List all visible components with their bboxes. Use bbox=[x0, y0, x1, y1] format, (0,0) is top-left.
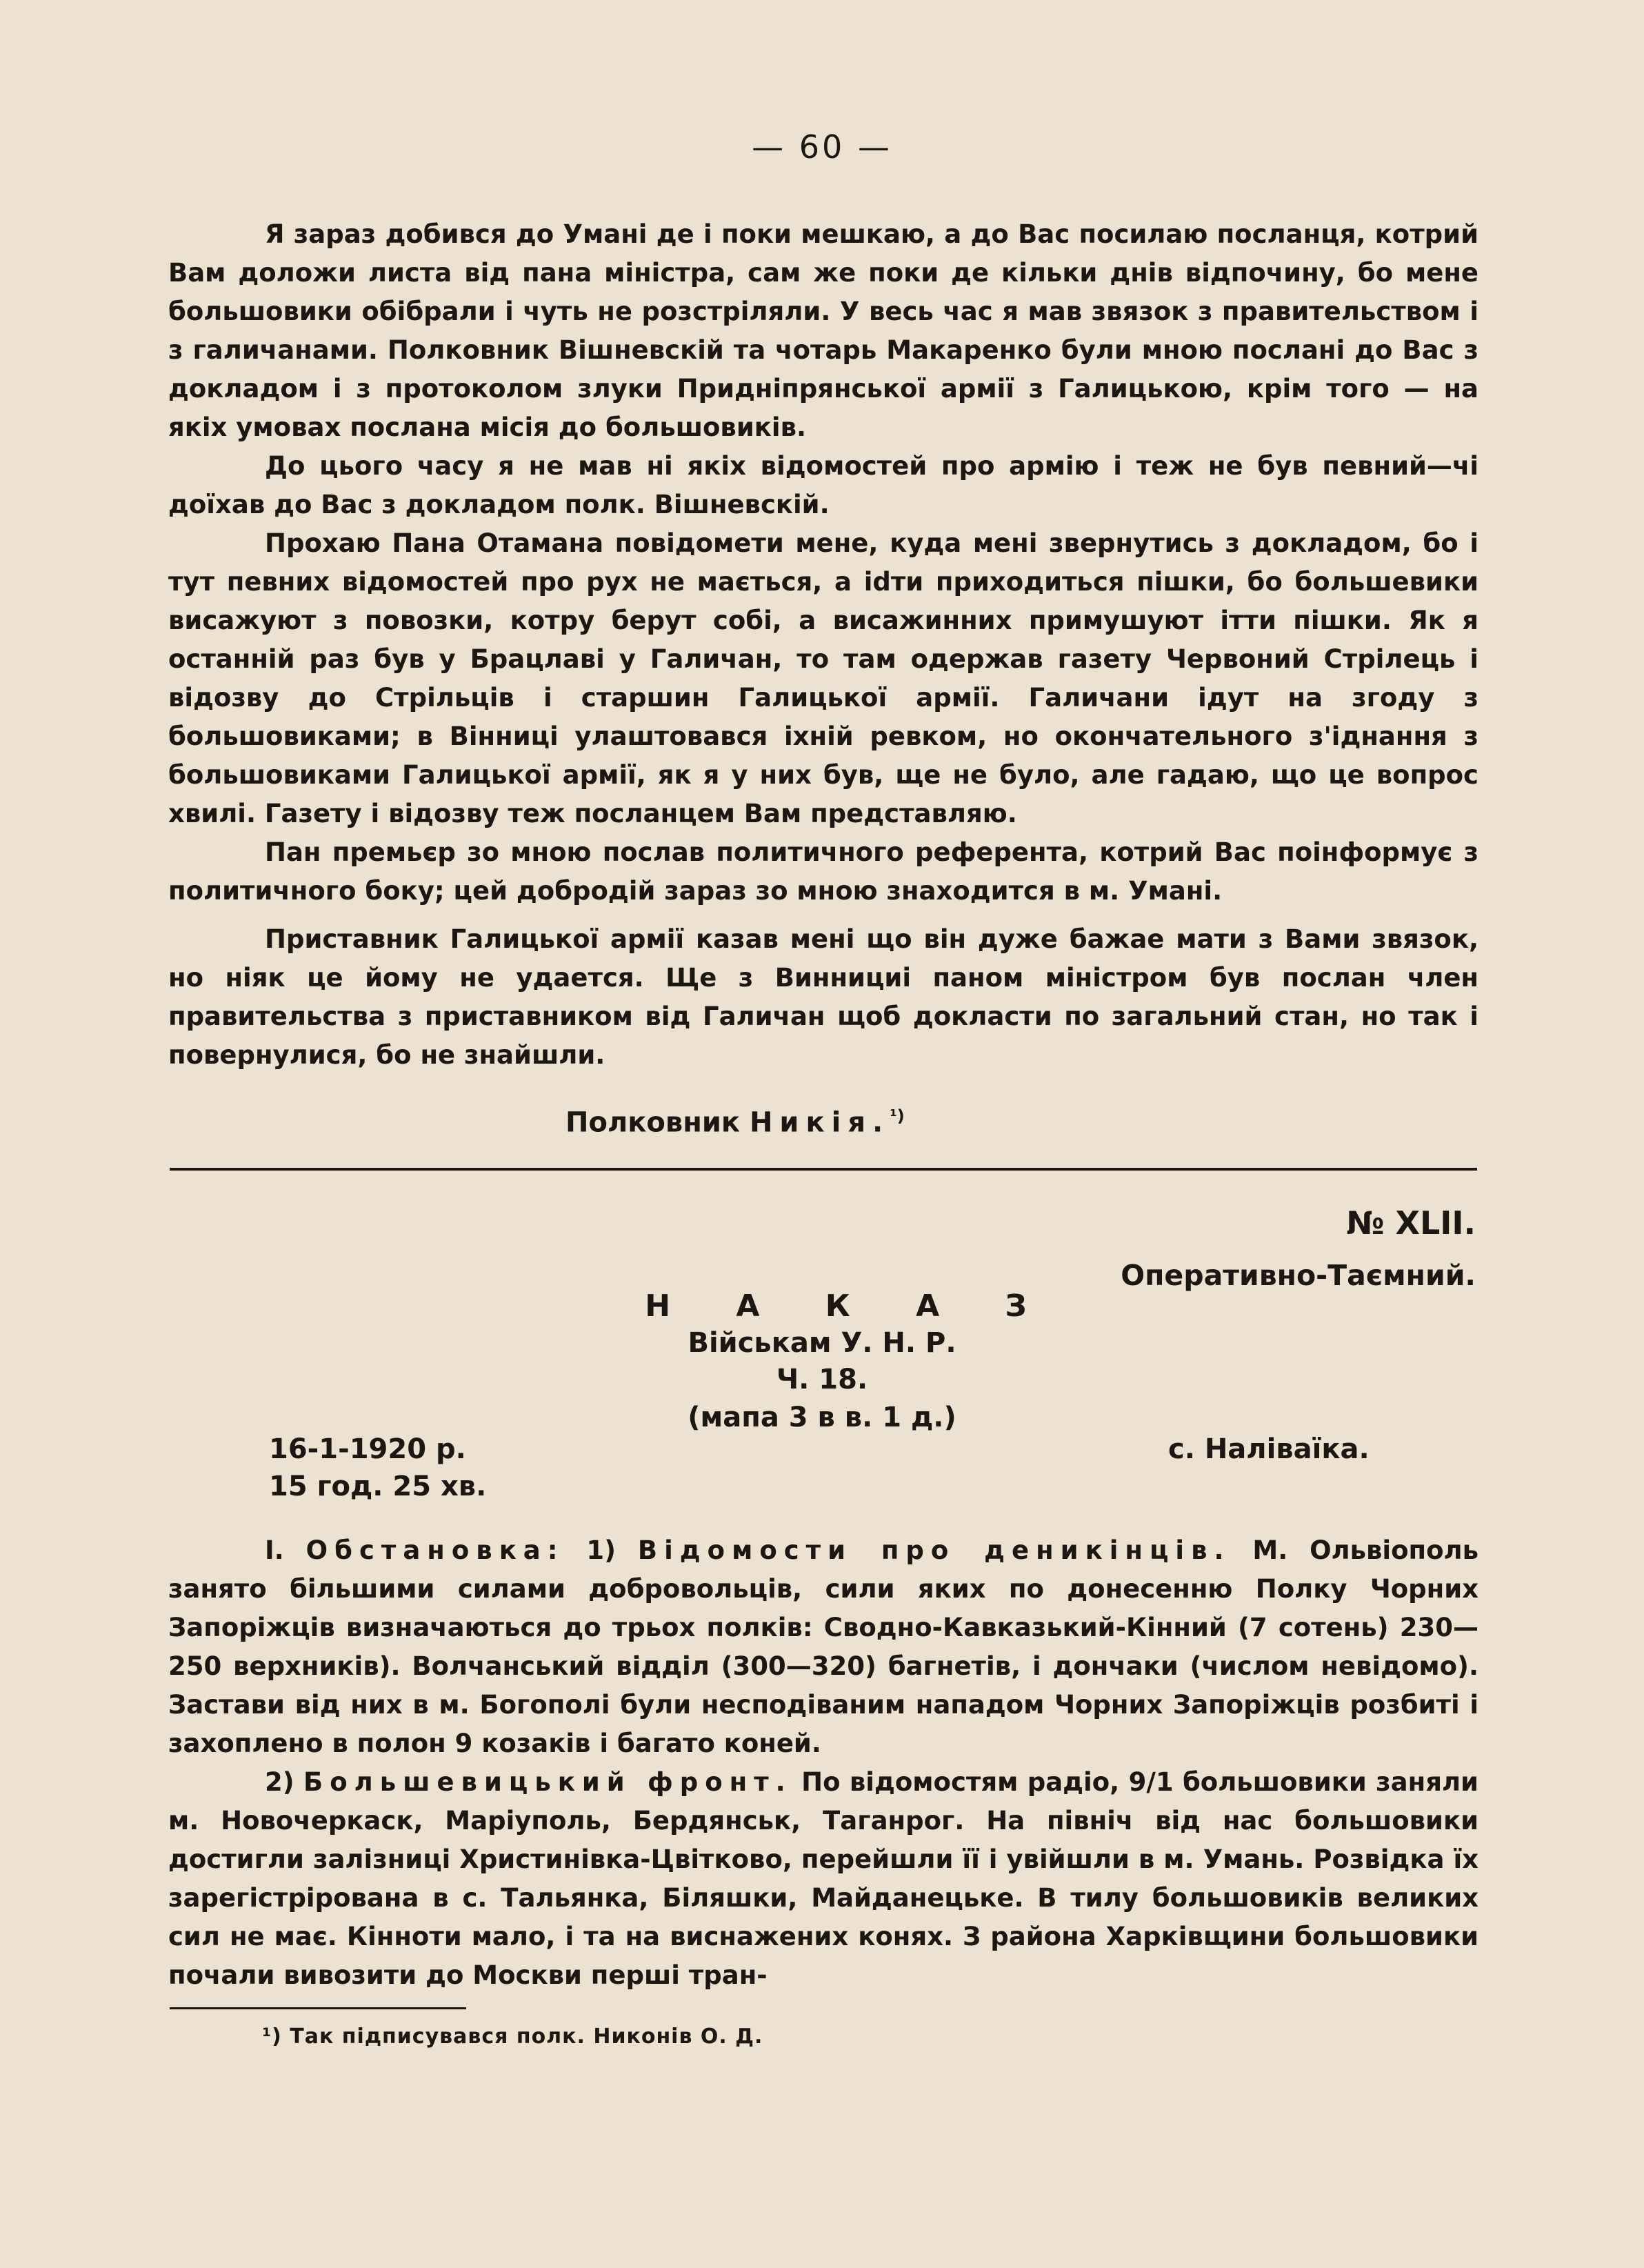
footnote-divider bbox=[170, 2007, 466, 2009]
order-title: Н А К А З bbox=[645, 1289, 1054, 1324]
section-text: По відомостям радіо, 9/1 большовики заняли м. Новочеркаск, Маріуполь, Бердянськ, Таганрог. На північ від нас большовики достигли залізниці Христинівка-Цвітково, перейшли її і увійшли в м. Умань. Розвідка їх зарегістрірована в с. Тальянка, Біляшки, Майданецьке. В тилу большовиків великих сил не має. Кінноти мало, і та на виснажених конях. З района Харківщини большовики почали вивозити до Москви перші тран- bbox=[168, 1767, 1478, 1990]
map-reference: (мапа 3 в в. 1 д.) bbox=[688, 1402, 956, 1433]
footnote-marker: ¹) bbox=[890, 1106, 905, 1126]
letter-signature bbox=[565, 1106, 905, 1138]
section-divider bbox=[170, 1168, 1477, 1171]
footnote: ¹) Так підписувався полк. Никонів О. Д. bbox=[262, 2025, 763, 2049]
document-number: № XLII. bbox=[1346, 1204, 1476, 1242]
order-date: 16-1-1920 р. bbox=[269, 1433, 466, 1465]
order-place: с. Наліваїка. bbox=[1168, 1433, 1370, 1465]
subsection-heading: Відомости про деникінців. bbox=[637, 1535, 1231, 1565]
section-situation: I. Обстановка: 1) Відомости про деникінців. М. Ольвіополь занято більшими силами добровольців, сили яких по донесенню Полку Чорних Запоріжців визначаються до трьох полків: Сводно-Кавказький-Кінний (7 сотень) 230—250 верхників). Волчанський відділ (300—320) багнетів, і дончаки (числом невідомо). Застави від них в м. Богополі були несподіваним нападом Чорних Запоріжців розбиті і захоплено в полон 9 козаків і багато коней. bbox=[168, 1535, 1479, 1758]
section-text: М. Ольвіополь занято більшими силами добровольців, сили яких по донесенню Полку Чорних Запоріжців визначаються до трьох полків: Сводно-Кавказький-Кінний (7 сотень) 230—250 верхників). Волчанський відділ (300—320) багнетів, і дончаки (числом невідомо). Застави від них в м. Богополі були несподіваним нападом Чорних Запоріжців розбиті і захоплено в полон 9 козаків і багато коней. bbox=[168, 1535, 1479, 1758]
paragraph: Пан премьєр зо мною послав политичного референта, котрий Вас поінформує з политичного боку; цей добродій зараз зо мною знаходится в м. Умані. bbox=[168, 837, 1478, 906]
subsection-heading: Большевицький фронт. bbox=[303, 1767, 792, 1797]
paragraph: Я зараз добився до Умані де і поки мешкаю, а до Вас посилаю посланця, котрий Вам доложи листа від пана міністра, сам же поки де кільки днів відпочину, бо мене большовики обібрали і чуть не розстріляли. У весь час я мав звязок з правительством і з галичанами. Полковник Вішневскій та чотарь Макаренко були мною послані до Вас з докладом і з протоколом злуки Придніпрянської армії з Галицькою, крім того — на якіх умовах послана місія до большовиків. bbox=[168, 219, 1478, 442]
letter-body bbox=[168, 215, 1478, 1075]
signature-name: Никія. bbox=[749, 1106, 890, 1139]
order-time: 15 год. 25 хв. bbox=[269, 1471, 487, 1502]
order-addressee: Військам У. Н. Р. bbox=[688, 1327, 956, 1359]
section-heading: Обстановка: bbox=[305, 1535, 565, 1565]
signature-rank: Полковник bbox=[565, 1106, 741, 1139]
page-number: — 60 — bbox=[752, 128, 892, 166]
classification-label: Оперативно-Таємний. bbox=[1121, 1259, 1476, 1292]
paragraph: До цього часу я не мав ні якіх відомостей про армію і теж не був певний—чі доїхав до Вас з докладом полк. Вішневскій. bbox=[168, 451, 1478, 519]
order-body bbox=[168, 1531, 1478, 1995]
paragraph: Прохаю Пана Отамана повідомети мене, куда мені звернутись з докладом, бо і тут певних відомостей про рух не мається, а іdти приходиться пішки, бо большевики висажуют з повозки, котру берут собі, а висажинних примушуют ітти пішки. Як я останній раз був у Брацлаві у Галичан, то там одержав газету Червоний Стрілець і відозву до Стрільців і старшин Галицької армії. Галичани ідут на згоду з большовиками; в Вінниці улаштовався іхній ревком, но окончательного з'іднання з большовиками Галицької армії, як я у них був, ще не було, але гадаю, що це вопрос хвилі. Газету і відозву теж посланцем Вам представляю. bbox=[168, 528, 1478, 828]
order-number: Ч. 18. bbox=[776, 1364, 868, 1395]
paragraph: Приставник Галицької армії казав мені що він дуже бажае мати з Вами звязок, но ніяк це йому не удается. Ще з Виннициі паном міністром був послан член правительства з приставником від Галичан щоб докласти по загальний стан, но так і повернулися, бо не знайшли. bbox=[168, 924, 1478, 1070]
section-bolshevik-front: 2) Большевицький фронт. По відомостям радіо, 9/1 большовики заняли м. Новочеркаск, Маріуполь, Бердянськ, Таганрог. На північ від нас большовики достигли залізниці Христинівка-Цвітково, перейшли її і увійшли в м. Умань. Розвідка їх зарегістрірована в с. Тальянка, Біляшки, Майданецьке. В тилу большовиків великих сил не має. Кінноти мало, і та на виснажених конях. З района Харківщини большовики почали вивозити до Москви перші тран- bbox=[168, 1767, 1478, 1990]
